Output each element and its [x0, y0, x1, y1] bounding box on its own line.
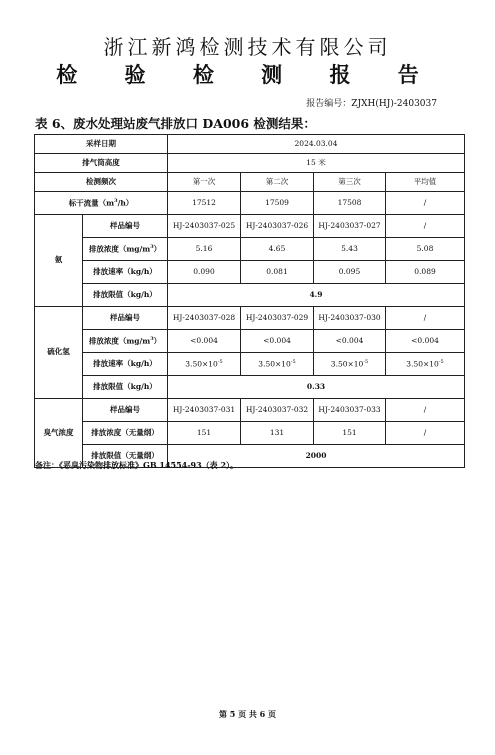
table-cell: HJ-2403037-030 — [314, 307, 386, 330]
pollutant-name: 臭气浓度 — [35, 399, 83, 468]
table-row — [35, 422, 465, 445]
table-row — [35, 307, 465, 330]
results-table — [34, 134, 465, 468]
table-cell: <0.004 — [168, 330, 241, 353]
row-label: 排放浓度（无量纲） — [83, 422, 168, 445]
table-row — [35, 261, 465, 284]
stack-height-value: 15 米 — [168, 154, 465, 173]
table-cell: HJ-2403037-027 — [314, 215, 386, 238]
table-cell: <0.004 — [241, 330, 314, 353]
table-row — [35, 353, 465, 376]
table-row — [35, 154, 465, 173]
pollutant-name: 氨 — [35, 215, 83, 307]
row-label: 排放限值（无量纲） — [83, 445, 168, 468]
report-number: 报告编号：ZJXH(HJ)-2403037 — [306, 99, 437, 109]
report-title: 检 验 检 测 报 告 — [56, 62, 439, 87]
table-cell: 5.16 — [168, 238, 241, 261]
table-cell: / — [386, 192, 465, 215]
table-cell: <0.004 — [386, 330, 465, 353]
pollutant-name: 硫化氢 — [35, 307, 83, 399]
row-label: 样品编号 — [83, 307, 168, 330]
table-cell: HJ-2403037-025 — [168, 215, 241, 238]
table-cell: 0.095 — [314, 261, 386, 284]
table-cell: 5.43 — [314, 238, 386, 261]
table-cell: / — [386, 422, 465, 445]
stack-height-label: 排气筒高度 — [35, 154, 168, 173]
table-cell: HJ-2403037-031 — [168, 399, 241, 422]
column-header: 第二次 — [241, 173, 314, 192]
frequency-label: 检测频次 — [35, 173, 168, 192]
table-row — [35, 238, 465, 261]
table-cell: / — [386, 215, 465, 238]
table-cell: 17509 — [241, 192, 314, 215]
table-cell: HJ-2403037-033 — [314, 399, 386, 422]
row-label: 排放速率（kg/h） — [83, 353, 168, 376]
column-header: 第三次 — [314, 173, 386, 192]
table-cell: 151 — [314, 422, 386, 445]
row-label: 排放速率（kg/h） — [83, 261, 168, 284]
table-cell: HJ-2403037-026 — [241, 215, 314, 238]
table-cell: <0.004 — [314, 330, 386, 353]
table-row — [35, 376, 465, 399]
table-cell: 17508 — [314, 192, 386, 215]
limit-value: 0.33 — [168, 376, 465, 399]
table-cell: 131 — [241, 422, 314, 445]
table-cell: 0.090 — [168, 261, 241, 284]
table-cell: HJ-2403037-028 — [168, 307, 241, 330]
table-row — [35, 399, 465, 422]
table-cell: / — [386, 399, 465, 422]
row-label: 排放浓度$(mg/m^3)$ — [83, 238, 168, 261]
table-cell: HJ-2403037-029 — [241, 307, 314, 330]
flow-label: 标干流量$(m^3/h)$ — [35, 192, 168, 215]
table-cell: $3.50\times 10^{-5}$ — [168, 353, 241, 376]
column-header: 平均值 — [386, 173, 465, 192]
table-cell: $3.50\times 10^{-5}$ — [241, 353, 314, 376]
table-cell: 0.081 — [241, 261, 314, 284]
sampling-date-value: 2024.03.04 — [168, 135, 465, 154]
table-cell: $3.50\times 10^{-5}$ — [386, 353, 465, 376]
row-label: 样品编号 — [83, 215, 168, 238]
table-cell: HJ-2403037-032 — [241, 399, 314, 422]
table-cell: $3.50\times 10^{-5}$ — [314, 353, 386, 376]
company-name: 浙江新鸿检测技术有限公司 — [103, 35, 392, 59]
table-cell: 0.089 — [386, 261, 465, 284]
table-cell: 5.08 — [386, 238, 465, 261]
table-cell: 17512 — [168, 192, 241, 215]
row-label: 排放限值（kg/h） — [83, 376, 168, 399]
table-title: 表 6、废水处理站废气排放口 DA006 检测结果： — [35, 116, 316, 131]
sampling-date-label: 采样日期 — [35, 135, 168, 154]
table-row — [35, 173, 465, 192]
page-number: 第 5 页 共 6 页 — [218, 709, 277, 719]
table-row — [35, 284, 465, 307]
table-cell: 4.65 — [241, 238, 314, 261]
table-note: 备注：《恶臭污染物排放标准》GB 14554-93（表 2）。 — [35, 460, 239, 470]
table-row — [35, 192, 465, 215]
limit-value: 4.9 — [168, 284, 465, 307]
table-cell: / — [386, 307, 465, 330]
column-header: 第一次 — [168, 173, 241, 192]
table-row — [35, 215, 465, 238]
table-row — [35, 135, 465, 154]
table-row — [35, 330, 465, 353]
limit-value: 2000 — [168, 445, 465, 468]
table-cell: 151 — [168, 422, 241, 445]
row-label: 排放限值（kg/h） — [83, 284, 168, 307]
row-label: 样品编号 — [83, 399, 168, 422]
row-label: 排放浓度$(mg/m^3)$ — [83, 330, 168, 353]
